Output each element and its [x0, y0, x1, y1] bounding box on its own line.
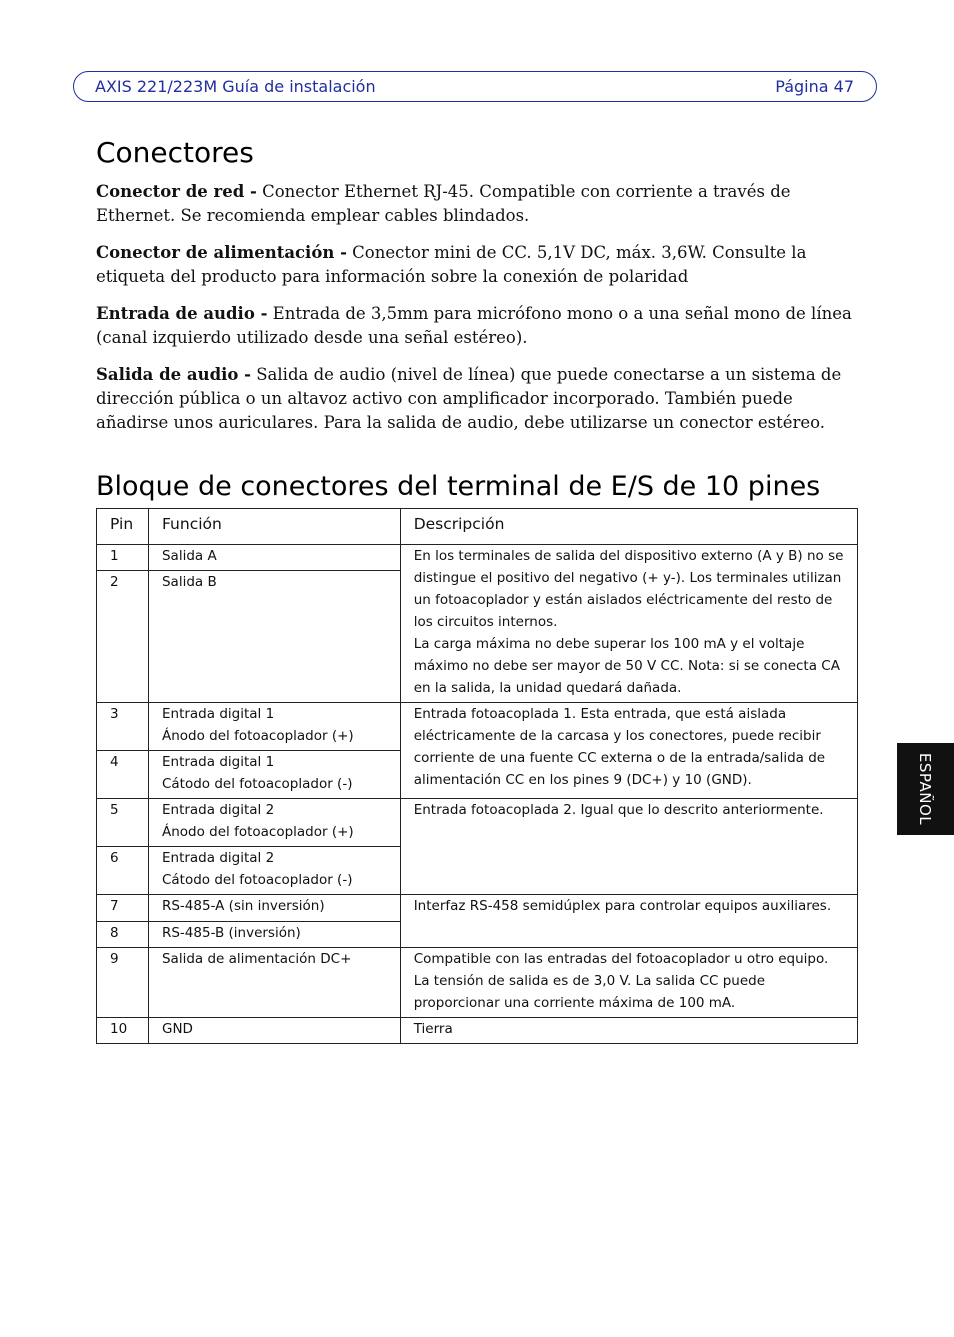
description-cell — [400, 799, 857, 895]
table-row — [97, 799, 858, 847]
pin-cell: 1 — [97, 545, 149, 571]
paragraph-text: Conector Ethernet RJ-45. Compatible con corriente a través de Ethernet. Se recomienda emplear cables blindados. — [96, 182, 791, 225]
function-cell — [148, 545, 400, 571]
table-row — [97, 948, 858, 1018]
function-line: RS-485-A (sin inversión) — [161, 898, 325, 914]
table-header-row — [97, 509, 858, 545]
description-line: máximo no debe ser mayor de 50 V CC. Nota: si se conecta CA — [413, 658, 840, 674]
section-title-conectores: Conectores — [96, 136, 254, 169]
function-line: Entrada digital 2 — [161, 802, 275, 818]
io-pin-table — [96, 508, 858, 1044]
paragraph-power-connector — [96, 241, 858, 289]
function-line: Entrada digital 2 — [161, 850, 275, 866]
page-header — [73, 71, 877, 102]
function-line: Salida B — [161, 574, 217, 591]
paragraph-audio-out — [96, 363, 858, 435]
column-header-pin: Pin — [97, 509, 149, 545]
header-title: AXIS 221/223M Guía de instalación — [95, 77, 376, 96]
table-row — [97, 895, 858, 922]
description-line: corriente de una fuente CC externa o de la entrada/salida de — [413, 750, 826, 766]
function-cell — [148, 948, 400, 1018]
pin-cell: 6 — [97, 847, 149, 895]
description-cell — [400, 703, 857, 799]
pin-cell: 8 — [97, 922, 149, 948]
column-header-description: Descripción — [400, 509, 857, 545]
function-cell — [148, 1018, 400, 1044]
function-line: Salida de alimentación DC+ — [161, 951, 352, 967]
paragraph-audio-in — [96, 302, 858, 350]
paragraph-label: Conector de red - — [96, 182, 257, 201]
language-tab-label: ESPAÑOL — [916, 752, 934, 826]
language-tab — [897, 743, 954, 835]
paragraph-label: Conector de alimentación - — [96, 243, 347, 262]
section-title-io-terminal: Bloque de conectores del terminal de E/S de 10 pines — [96, 471, 821, 502]
function-line: Cátodo del fotoacoplador (-) — [161, 776, 353, 792]
function-cell — [148, 703, 400, 751]
description-line: proporcionar una corriente máxima de 100 mA. — [413, 995, 736, 1011]
paragraph-network-connector — [96, 180, 858, 228]
paragraph-text: Entrada de 3,5mm para micrófono mono o a una señal mono de línea (canal izquierdo utilizado desde una señal estéreo). — [96, 304, 852, 347]
function-line: GND — [161, 1021, 193, 1037]
table-row — [97, 703, 858, 751]
column-header-function: Función — [148, 509, 400, 545]
pin-cell: 10 — [97, 1018, 149, 1044]
description-line: un fotoacoplador y están aislados eléctricamente del resto de — [413, 592, 833, 608]
pin-cell: 3 — [97, 703, 149, 751]
pin-cell: 7 — [97, 895, 149, 922]
function-line: Entrada digital 1 — [161, 706, 275, 722]
description-line: La tensión de salida es de 3,0 V. La salida CC puede — [413, 973, 766, 989]
description-line: alimentación CC en los pines 9 (DC+) y 10 (GND). — [413, 772, 752, 788]
function-cell — [148, 571, 400, 703]
function-cell — [148, 847, 400, 895]
description-line: Interfaz RS-458 semidúplex para controlar equipos auxiliares. — [413, 898, 832, 914]
function-line: RS-485-B (inversión) — [161, 925, 301, 941]
description-line: La carga máxima no debe superar los 100 mA y el voltaje — [413, 636, 805, 652]
description-line: En los terminales de salida del dispositivo externo (A y B) no se — [413, 548, 844, 564]
description-line: Entrada fotoacoplada 2. Igual que lo descrito anteriormente. — [413, 802, 824, 818]
function-line: Entrada digital 1 — [161, 754, 275, 770]
header-page-number: Página 47 — [775, 77, 854, 96]
paragraph-label: Salida de audio - — [96, 365, 251, 384]
description-line: Compatible con las entradas del fotoacoplador u otro equipo. — [413, 951, 829, 967]
description-line: Tierra — [413, 1021, 453, 1037]
function-line: Salida A — [161, 548, 217, 564]
description-line: Entrada fotoacoplada 1. Esta entrada, que está aislada — [413, 706, 787, 722]
description-line: distingue el positivo del negativo (+ y-). Los terminales utilizan — [413, 570, 842, 586]
function-cell — [148, 799, 400, 847]
pin-cell: 4 — [97, 751, 149, 799]
table-row — [97, 545, 858, 571]
description-line: eléctricamente de la carcasa y los conectores, puede recibir — [413, 728, 821, 744]
function-cell — [148, 922, 400, 948]
pin-cell: 5 — [97, 799, 149, 847]
description-cell — [400, 1018, 857, 1044]
function-cell — [148, 895, 400, 922]
description-line: los circuitos internos. — [413, 614, 558, 630]
description-cell — [400, 545, 857, 703]
paragraph-label: Entrada de audio - — [96, 304, 268, 323]
description-cell — [400, 948, 857, 1018]
function-line: Ánodo del fotoacoplador (+) — [161, 728, 354, 744]
pin-cell: 9 — [97, 948, 149, 1018]
paragraph-text: Conector mini de CC. 5,1V DC, máx. 3,6W. Consulte la etiqueta del producto para información sobre la conexión de polaridad — [96, 243, 807, 286]
description-line: en la salida, la unidad quedará dañada. — [413, 680, 682, 696]
function-cell — [148, 751, 400, 799]
pin-cell: 2 — [97, 571, 149, 703]
table-row — [97, 1018, 858, 1044]
description-cell — [400, 895, 857, 948]
paragraph-text: Salida de audio (nivel de línea) que puede conectarse a un sistema de dirección pública o un altavoz activo con amplificador incorporado. También puede añadirse unos auriculares. Para la salida de audio, debe utilizarse un conector estéreo. — [96, 365, 842, 432]
function-line: Cátodo del fotoacoplador (-) — [161, 872, 353, 888]
function-line: Ánodo del fotoacoplador (+) — [161, 824, 354, 840]
